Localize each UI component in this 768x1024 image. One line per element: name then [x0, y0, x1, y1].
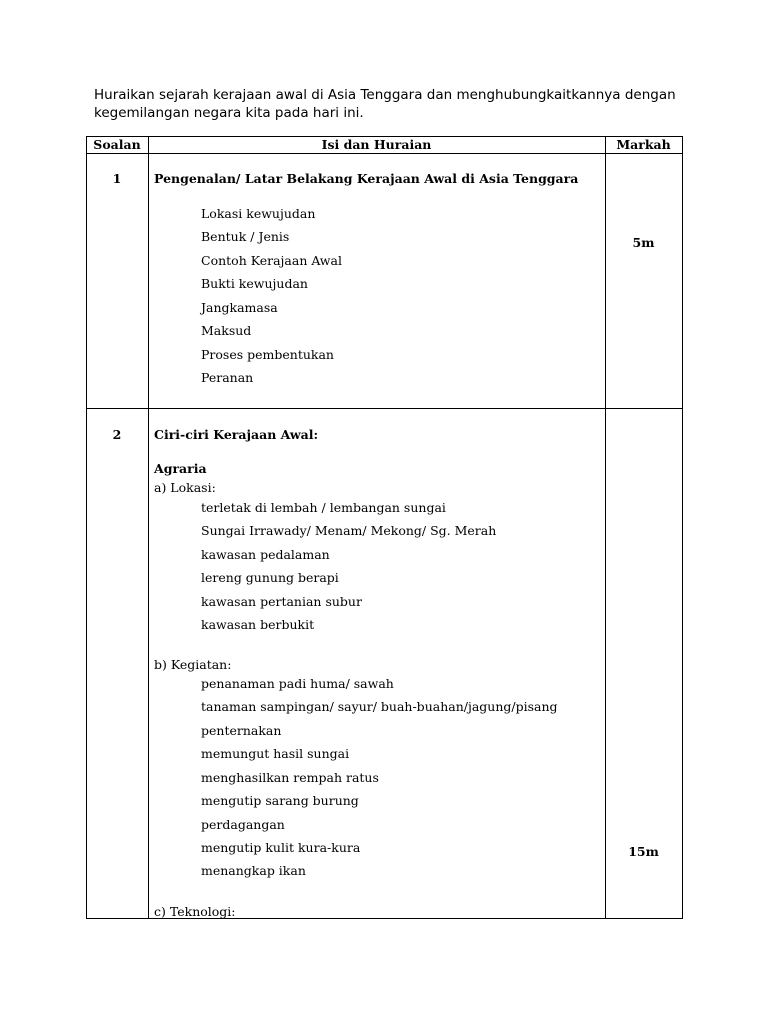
- header-soalan: Soalan: [93, 137, 141, 152]
- row2-mark: 15m: [628, 844, 659, 859]
- list-item: Bentuk / Jenis: [201, 229, 290, 244]
- table-border-right: [682, 136, 683, 919]
- list-item: penternakan: [201, 723, 282, 738]
- column-divider-1: [148, 136, 149, 919]
- list-item: kawasan pertanian subur: [201, 594, 362, 609]
- row-divider: [86, 408, 683, 409]
- header-isi-dan-huraian: Isi dan Huraian: [321, 137, 432, 152]
- list-item: mengutip kulit kura-kura: [201, 840, 361, 855]
- list-item: Maksud: [201, 323, 252, 338]
- list-item: penanaman padi huma/ sawah: [201, 676, 394, 691]
- list-item: Jangkamasa: [201, 300, 278, 315]
- question-text: Huraikan sejarah kerajaan awal di Asia Tenggara dan menghubungkaitkannya dengan kegemilangan negara kita pada hari ini.: [94, 87, 676, 121]
- list-item: mengutip sarang burung: [201, 793, 359, 808]
- row2-title: Ciri-ciri Kerajaan Awal:: [154, 427, 319, 442]
- list-item: memungut hasil sungai: [201, 746, 350, 761]
- list-item: tanaman sampingan/ sayur/ buah-buahan/jagung/pisang: [201, 699, 558, 714]
- column-divider-2: [605, 136, 606, 919]
- list-item: menangkap ikan: [201, 863, 306, 878]
- list-item: Proses pembentukan: [201, 347, 334, 362]
- list-item: menghasilkan rempah ratus: [201, 770, 379, 785]
- table-border-left: [86, 136, 87, 919]
- row1-mark: 5m: [632, 235, 655, 250]
- list-item: kawasan berbukit: [201, 617, 315, 632]
- list-item: Lokasi kewujudan: [201, 206, 316, 221]
- section-c-label: c) Teknologi:: [154, 904, 236, 919]
- row2-subtitle: Agraria: [154, 461, 207, 476]
- row1-title: Pengenalan/ Latar Belakang Kerajaan Awal di Asia Tenggara: [154, 171, 579, 186]
- list-item: kawasan pedalaman: [201, 547, 330, 562]
- list-item: lereng gunung berapi: [201, 570, 339, 585]
- row2-number: 2: [112, 427, 122, 442]
- list-item: terletak di lembah / lembangan sungai: [201, 500, 446, 515]
- list-item: perdagangan: [201, 817, 285, 832]
- answer-scheme-table: [86, 136, 683, 919]
- section-a-label: a) Lokasi:: [154, 480, 216, 495]
- header-divider: [86, 153, 683, 154]
- list-item: Bukti kewujudan: [201, 276, 308, 291]
- row1-number: 1: [112, 171, 122, 186]
- list-item: Sungai Irrawady/ Menam/ Mekong/ Sg. Merah: [201, 523, 497, 538]
- list-item: Peranan: [201, 370, 254, 385]
- list-item: Contoh Kerajaan Awal: [201, 253, 342, 268]
- section-b-label: b) Kegiatan:: [154, 657, 232, 672]
- header-markah: Markah: [616, 137, 671, 152]
